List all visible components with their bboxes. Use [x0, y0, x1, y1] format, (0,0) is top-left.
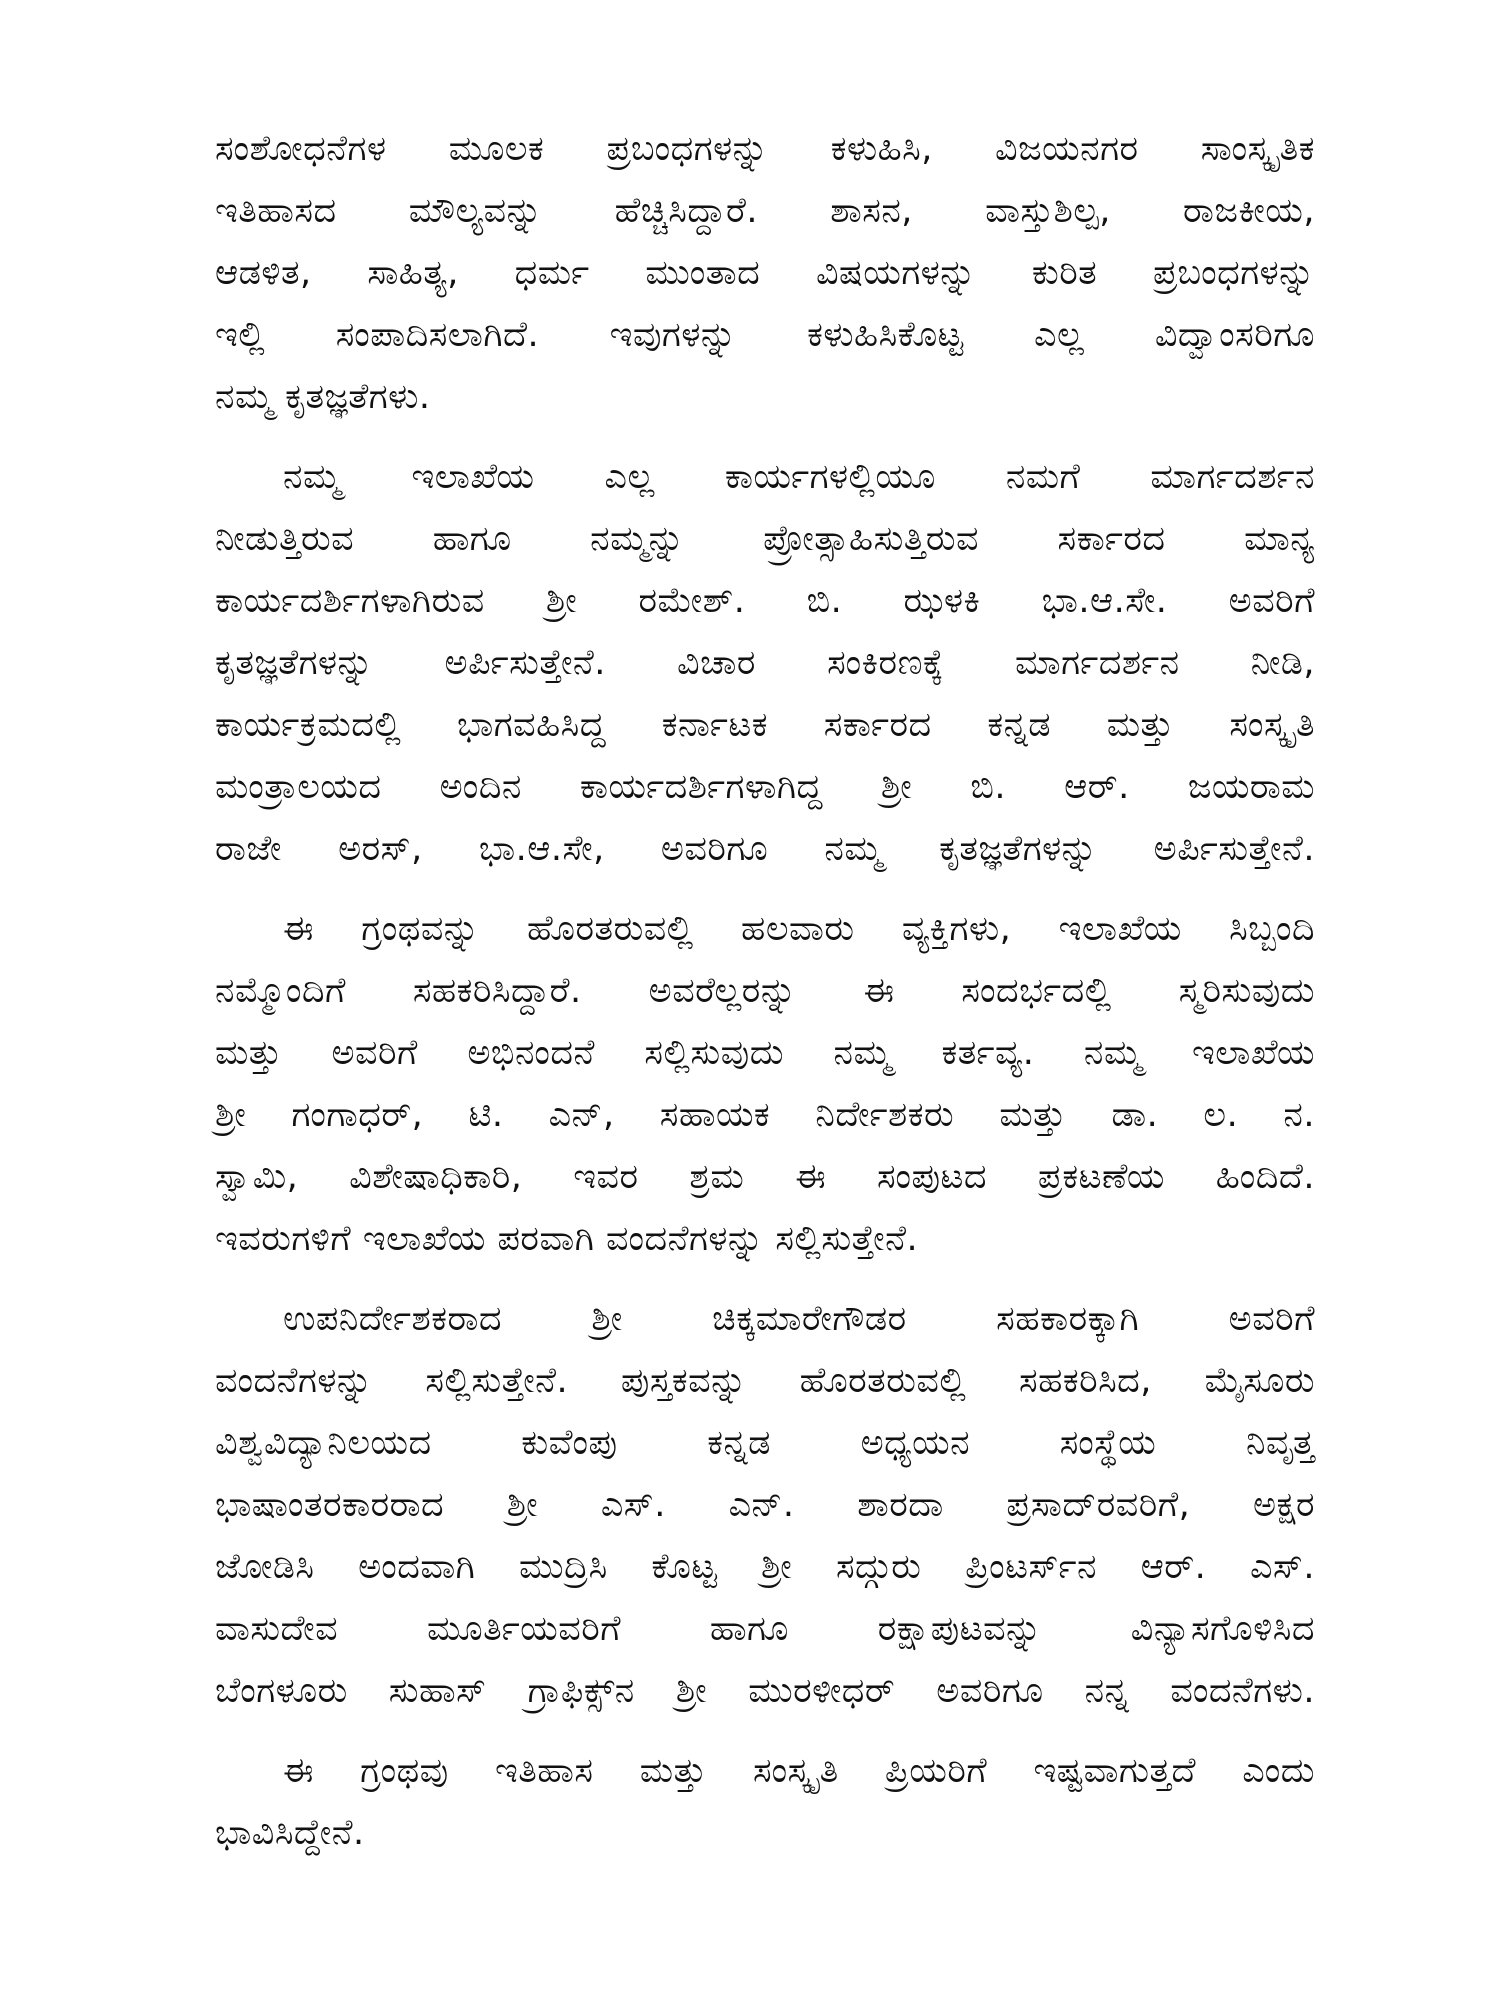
text-line: ಭಾಷಾಂತರಕಾರರಾದ ಶ್ರೀ ಎಸ್. ಎನ್. ಶಾರದಾ ಪ್ರಸಾದ್‌ರವರಿಗೆ, ಅಕ್ಷರ — [215, 1485, 1315, 1525]
text-line: ಇವರುಗಳಿಗೆ ಇಲಾಖೆಯ ಪರವಾಗಿ ವಂದನೆಗಳನ್ನು ಸಲ್ಲಿಸುತ್ತೇನೆ. — [215, 1219, 919, 1259]
paragraph-5 — [215, 1740, 1315, 1864]
text-line: ಮಂತ್ರಾಲಯದ ಅಂದಿನ ಕಾರ್ಯದರ್ಶಿಗಳಾಗಿದ್ದ ಶ್ರೀ ಬಿ. ಆರ್. ಜಯರಾಮ — [215, 767, 1315, 807]
text-line: ನಮ್ಮ ಕೃತಜ್ಞತೆಗಳು. — [215, 377, 431, 417]
text-line: ಜೋಡಿಸಿ ಅಂದವಾಗಿ ಮುದ್ರಿಸಿ ಕೊಟ್ಟ ಶ್ರೀ ಸದ್ಗುರು ಪ್ರಿಂಟರ್ಸ್‌ನ ಆರ್. ಎಸ್. — [215, 1547, 1315, 1587]
text-line: ಉಪನಿರ್ದೇಶಕರಾದ ಶ್ರೀ ಚಿಕ್ಕಮಾರೇಗೌಡರ ಸಹಕಾರಕ್ಕಾಗಿ ಅವರಿಗೆ — [283, 1299, 1315, 1339]
text-line: ವಿಶ್ವವಿದ್ಯಾನಿಲಯದ ಕುವೆಂಪು ಕನ್ನಡ ಅಧ್ಯಯನ ಸಂಸ್ಥೆಯ ನಿವೃತ್ತ — [215, 1423, 1315, 1463]
text-line: ಈ ಗ್ರಂಥವನ್ನು ಹೊರತರುವಲ್ಲಿ ಹಲವಾರು ವ್ಯಕ್ತಿಗಳು, ಇಲಾಖೆಯ ಸಿಬ್ಬಂದಿ — [283, 909, 1315, 949]
paragraph-2 — [215, 446, 1315, 880]
document-page — [215, 118, 1315, 1864]
paragraph-gap — [215, 1270, 1315, 1288]
text-line: ಈ ಗ್ರಂಥವು ಇತಿಹಾಸ ಮತ್ತು ಸಂಸ್ಕೃತಿ ಪ್ರಿಯರಿಗೆ ಇಷ್ಟವಾಗುತ್ತದೆ ಎಂದು — [283, 1751, 1315, 1791]
text-line: ಭಾವಿಸಿದ್ದೇನೆ. — [215, 1813, 365, 1853]
paragraph-gap — [215, 1722, 1315, 1740]
text-line: ಸಂಶೋಧನೆಗಳ ಮೂಲಕ ಪ್ರಬಂಧಗಳನ್ನು ಕಳುಹಿಸಿ, ವಿಜಯನಗರ ಸಾಂಸ್ಕೃತಿಕ — [215, 129, 1315, 169]
text-line: ರಾಜೇ ಅರಸ್, ಭಾ.ಆ.ಸೇ, ಅವರಿಗೂ ನಮ್ಮ ಕೃತಜ್ಞತೆಗಳನ್ನು ಅರ್ಪಿಸುತ್ತೇನೆ. — [215, 829, 1315, 869]
text-line: ನಮ್ಮ ಇಲಾಖೆಯ ಎಲ್ಲ ಕಾರ್ಯಗಳಲ್ಲಿಯೂ ನಮಗೆ ಮಾರ್ಗದರ್ಶನ — [283, 457, 1315, 497]
text-line: ಸ್ವಾಮಿ, ವಿಶೇಷಾಧಿಕಾರಿ, ಇವರ ಶ್ರಮ ಈ ಸಂಪುಟದ ಪ್ರಕಟಣೆಯ ಹಿಂದಿದೆ. — [215, 1157, 1315, 1197]
text-line: ವಾಸುದೇವ ಮೂರ್ತಿಯವರಿಗೆ ಹಾಗೂ ರಕ್ಷಾಪುಟವನ್ನು ವಿನ್ಯಾಸಗೊಳಿಸಿದ — [215, 1609, 1315, 1649]
text-line: ಬೆಂಗಳೂರು ಸುಹಾಸ್ ಗ್ರಾಫಿಕ್ಸ್‌ನ ಶ್ರೀ ಮುರಳೀಧರ್ ಅವರಿಗೂ ನನ್ನ ವಂದನೆಗಳು. — [215, 1671, 1315, 1711]
text-line: ಕಾರ್ಯಕ್ರಮದಲ್ಲಿ ಭಾಗವಹಿಸಿದ್ದ ಕರ್ನಾಟಕ ಸರ್ಕಾರದ ಕನ್ನಡ ಮತ್ತು ಸಂಸ್ಕೃತಿ — [215, 705, 1315, 745]
paragraph-1 — [215, 118, 1315, 428]
text-line: ಇತಿಹಾಸದ ಮೌಲ್ಯವನ್ನು ಹೆಚ್ಚಿಸಿದ್ದಾರೆ. ಶಾಸನ, ವಾಸ್ತುಶಿಲ್ಪ, ರಾಜಕೀಯ, — [215, 191, 1315, 231]
paragraph-gap — [215, 428, 1315, 446]
text-line: ಮತ್ತು ಅವರಿಗೆ ಅಭಿನಂದನೆ ಸಲ್ಲಿಸುವುದು ನಮ್ಮ ಕರ್ತವ್ಯ. ನಮ್ಮ ಇಲಾಖೆಯ — [215, 1033, 1315, 1073]
text-line: ಇಲ್ಲಿ ಸಂಪಾದಿಸಲಾಗಿದೆ. ಇವುಗಳನ್ನು ಕಳುಹಿಸಿಕೊಟ್ಟ ಎಲ್ಲ ವಿದ್ವಾಂಸರಿಗೂ — [215, 315, 1315, 355]
paragraph-3 — [215, 898, 1315, 1270]
text-line: ಶ್ರೀ ಗಂಗಾಧರ್, ಟಿ. ಎನ್, ಸಹಾಯಕ ನಿರ್ದೇಶಕರು ಮತ್ತು ಡಾ. ಲ. ನ. — [215, 1095, 1315, 1135]
paragraph-4 — [215, 1288, 1315, 1722]
text-line: ಕಾರ್ಯದರ್ಶಿಗಳಾಗಿರುವ ಶ್ರೀ ರಮೇಶ್. ಬಿ. ಝಳಕಿ ಭಾ.ಆ.ಸೇ. ಅವರಿಗೆ — [215, 581, 1315, 621]
text-line: ನಮ್ಮೊಂದಿಗೆ ಸಹಕರಿಸಿದ್ದಾರೆ. ಅವರೆಲ್ಲರನ್ನು ಈ ಸಂದರ್ಭದಲ್ಲಿ ಸ್ಮರಿಸುವುದು — [215, 971, 1315, 1011]
text-line: ವಂದನೆಗಳನ್ನು ಸಲ್ಲಿಸುತ್ತೇನೆ. ಪುಸ್ತಕವನ್ನು ಹೊರತರುವಲ್ಲಿ ಸಹಕರಿಸಿದ, ಮೈಸೂರು — [215, 1361, 1315, 1401]
text-line: ಕೃತಜ್ಞತೆಗಳನ್ನು ಅರ್ಪಿಸುತ್ತೇನೆ. ವಿಚಾರ ಸಂಕಿರಣಕ್ಕೆ ಮಾರ್ಗದರ್ಶನ ನೀಡಿ, — [215, 643, 1315, 683]
text-line: ನೀಡುತ್ತಿರುವ ಹಾಗೂ ನಮ್ಮನ್ನು ಪ್ರೋತ್ಸಾಹಿಸುತ್ತಿರುವ ಸರ್ಕಾರದ ಮಾನ್ಯ — [215, 519, 1315, 559]
paragraph-gap — [215, 880, 1315, 898]
text-line: ಆಡಳಿತ, ಸಾಹಿತ್ಯ, ಧರ್ಮ ಮುಂತಾದ ವಿಷಯಗಳನ್ನು ಕುರಿತ ಪ್ರಬಂಧಗಳನ್ನು — [215, 253, 1315, 293]
